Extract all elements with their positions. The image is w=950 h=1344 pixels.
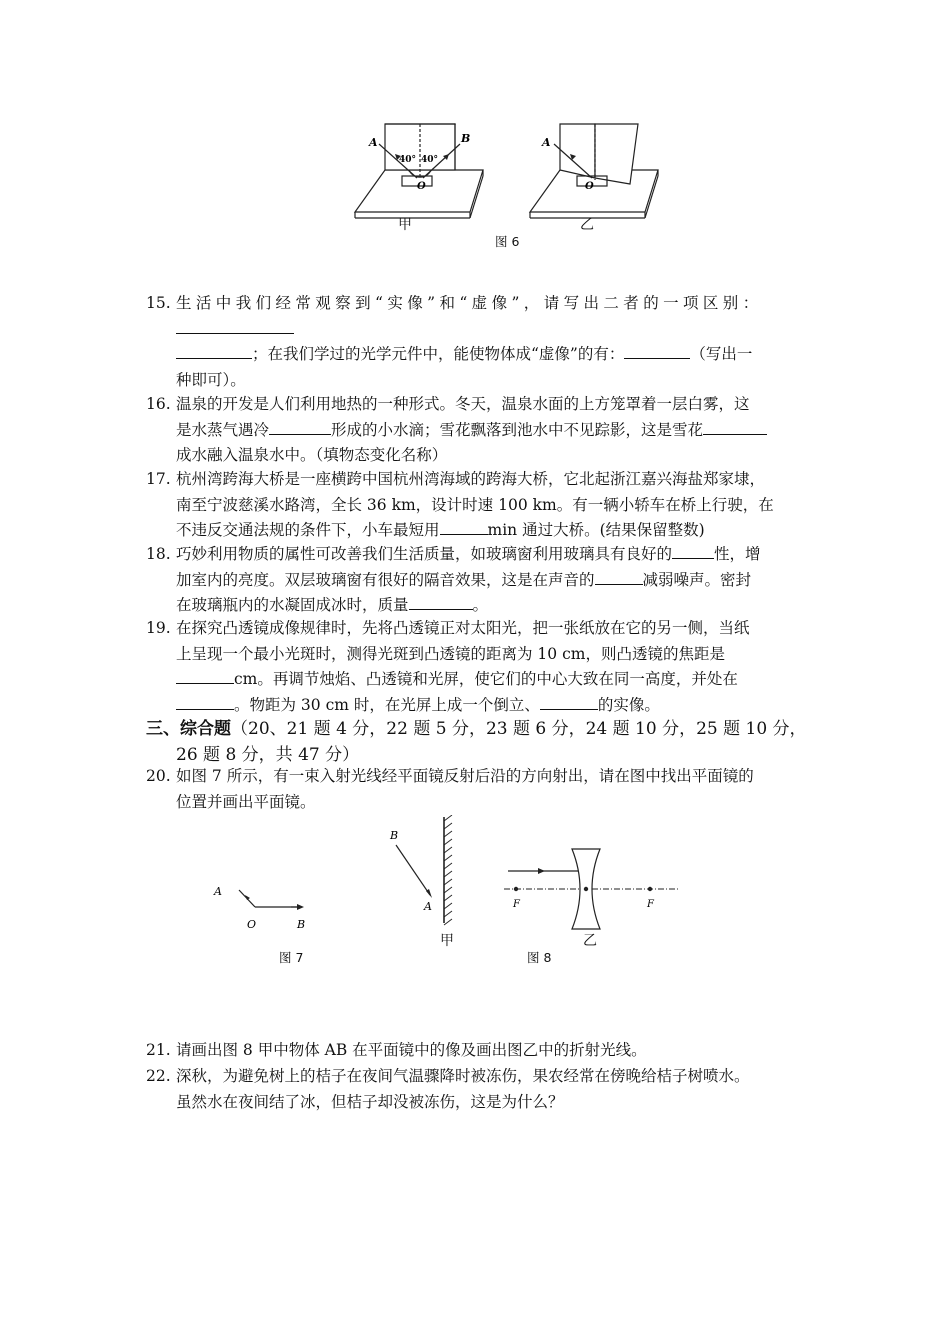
question-19-line-2: 上呈现一个最小光斑时，测得光斑到凸透镜的距离为 10 cm，则凸透镜的焦距是 — [176, 644, 725, 663]
question-20-line-2: 位置并画出平面镜。 — [176, 792, 316, 811]
section-3-header — [146, 716, 836, 768]
question-18-text: 在玻璃瓶内的水凝固成冰时，质量 — [176, 596, 409, 614]
figure-8-point-a: A — [424, 900, 432, 913]
answer-blank[interactable] — [624, 342, 690, 359]
question-number: 17. — [146, 470, 171, 488]
question-16-text: 是水蒸气遇冷 — [176, 420, 270, 439]
question-number: 19. — [146, 619, 171, 637]
figure-7-point-a: A — [214, 885, 222, 898]
question-18-text: 加室内的亮度。双层玻璃窗有很好的隔音效果，这是在声音的 — [176, 570, 595, 589]
question-20-line-1: 如图 7 所示，有一束入射光线经平面镜反射后沿的方向射出，请在图中找出平面镜的 — [176, 767, 754, 785]
question-19-text: 的实像。 — [597, 695, 660, 714]
figure-6-point-o: O — [417, 181, 426, 192]
question-22-line-1: 深秋，为避免树上的桔子在夜间气温骤降时被冻伤，果农经常在傍晚给桔子树喷水。 — [176, 1067, 750, 1085]
answer-blank[interactable] — [540, 693, 598, 710]
answer-blank[interactable] — [176, 693, 234, 710]
figure-8-label: 图 8 — [527, 950, 552, 965]
figure-7-label: 图 7 — [279, 950, 304, 965]
question-16-line-3: 成水融入温泉水中。（填物态变化名称） — [176, 446, 448, 464]
question-18-text: 性，增 — [714, 545, 761, 563]
question-22-line-2: 虽然水在夜间结了冰，但桔子却没被冻伤，这是为什么？ — [176, 1092, 564, 1111]
question-16-text: 形成的小水滴；雪花飘落到池水中不见踪影，这是雪花 — [331, 420, 704, 439]
question-15 — [146, 291, 818, 393]
figure-6-angle-left: 40° — [399, 155, 417, 165]
question-number: 22. — [146, 1067, 171, 1085]
figure-6-angle-right: 40° — [421, 155, 439, 165]
question-15-line-3: 种即可）。 — [176, 370, 246, 389]
question-17-text: 不违反交通法规的条件下，小车最短用 — [176, 521, 440, 539]
question-17-line-2: 南至宁波慈溪水路湾，全长 36 km，设计时速 100 km。有一辆小轿车在桥上行驶，在 — [176, 495, 774, 514]
figure-7-diagram — [205, 876, 315, 936]
question-17 — [146, 467, 818, 544]
answer-blank[interactable] — [269, 418, 331, 435]
question-number: 20. — [146, 767, 171, 785]
figure-6-diagram — [345, 118, 665, 236]
question-18-text: 。 — [472, 596, 489, 614]
figure-6-ray-b-label: B — [461, 132, 471, 145]
section-description: 26 题 8 分，共 47 分） — [176, 745, 360, 765]
section-description: （20、21 题 4 分，22 题 5 分，23 题 6 分，24 题 10 分，25 题 10 分， — [231, 719, 807, 739]
figure-6-left-caption: 甲 — [398, 217, 412, 233]
question-15-mid: ；在我们学过的光学元件中，能使物体成“虚像”的有： — [252, 345, 625, 363]
answer-blank[interactable] — [440, 518, 488, 535]
question-number: 21. — [146, 1041, 171, 1059]
figure-7-point-b: B — [297, 918, 306, 931]
question-17-line-1: 杭州湾跨海大桥是一座横跨中国杭州湾海域的跨海大桥，它北起浙江嘉兴海盐郑家埭， — [176, 470, 766, 488]
question-21-text: 请画出图 8 甲中物体 AB 在平面镜中的像及画出图乙中的折射光线。 — [176, 1041, 647, 1059]
answer-blank[interactable] — [595, 568, 643, 585]
question-22 — [146, 1064, 818, 1115]
question-19-text: 。物距为 30 cm 时，在光屏上成一个倒立、 — [234, 695, 540, 714]
figure-8-right-diagram — [500, 845, 685, 930]
question-19-line-1: 在探究凸透镜成像规律时，先将凸透镜正对太阳光，把一张纸放在它的另一侧，当纸 — [176, 619, 750, 637]
figure-7-point-o: O — [247, 918, 257, 931]
answer-blank[interactable] — [176, 667, 234, 684]
figure-8-left-diagram — [382, 815, 462, 940]
figure-8-right-caption: 乙 — [583, 933, 597, 949]
question-16 — [146, 392, 818, 469]
question-18 — [146, 542, 818, 619]
question-18-text: 减弱噪声。密封 — [642, 570, 752, 589]
question-17-text: min 通过大桥。(结果保留整数) — [487, 521, 705, 539]
question-number: 16. — [146, 395, 171, 413]
question-15-tail: （写出一 — [690, 345, 753, 363]
figure-6-right-ray-a-label: A — [542, 136, 551, 149]
answer-blank[interactable] — [703, 418, 767, 435]
figure-6-right-point-o: O — [585, 181, 594, 192]
question-16-line-1: 温泉的开发是人们利用地热的一种形式。冬天，温泉水面的上方笼罩着一层白雾，这 — [176, 395, 750, 413]
question-21 — [146, 1038, 818, 1064]
question-19-text: cm。再调节烛焰、凸透镜和光屏，使它们的中心大致在同一高度，并处在 — [234, 670, 738, 688]
question-18-text: 巧妙利用物质的属性可改善我们生活质量，如玻璃窗利用玻璃具有良好的 — [176, 545, 673, 563]
figure-8-point-b: B — [390, 829, 399, 842]
answer-blank[interactable] — [176, 342, 252, 359]
section-title: 三、综合题 — [146, 719, 231, 739]
question-15-line-1: 生活中我们经常观察到“实像”和“虚像”，请写出二者的一项区别： — [176, 294, 763, 312]
answer-blank[interactable] — [409, 593, 473, 610]
question-19 — [146, 616, 818, 718]
figure-6-label: 图 6 — [495, 234, 520, 249]
question-20 — [146, 764, 818, 815]
question-number: 18. — [146, 545, 171, 563]
figure-6-ray-a-label: A — [369, 136, 378, 149]
figure-8-focus-left: F — [513, 899, 520, 910]
figure-8-left-caption: 甲 — [440, 933, 454, 949]
answer-blank[interactable] — [176, 317, 294, 334]
answer-blank[interactable] — [672, 542, 714, 559]
figure-8-focus-right: F — [647, 899, 654, 910]
question-number: 15. — [146, 294, 171, 312]
figure-6-right-caption: 乙 — [580, 217, 594, 233]
